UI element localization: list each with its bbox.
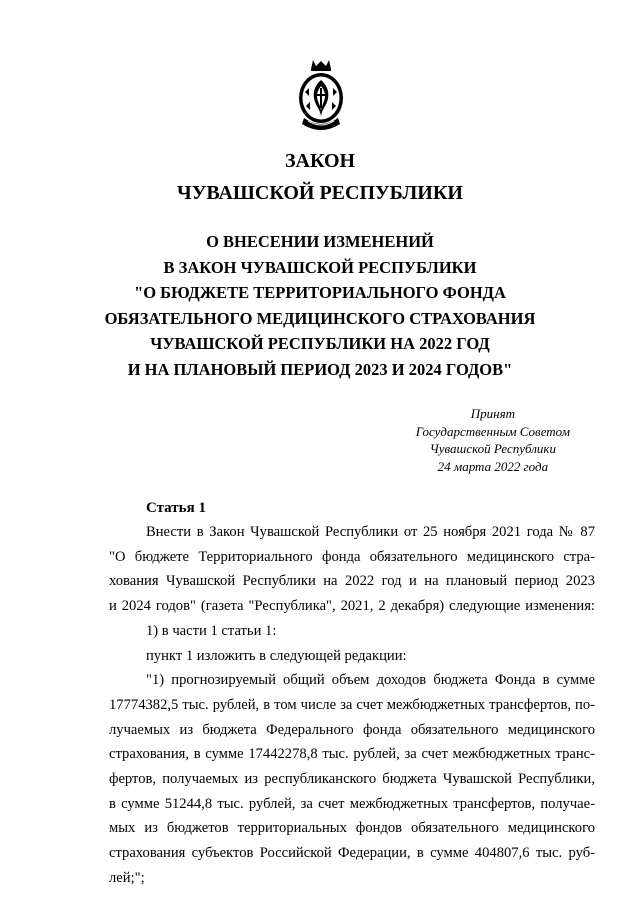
- text-line: страхования субъектов Российской Федерации, в сумме 404807,6 тыс. руб-: [109, 845, 595, 862]
- coat-of-arms-emblem: [296, 58, 346, 134]
- text-line: и 2024 годов" (газета "Республика", 2021, 2 декабря) следующие изменения:: [109, 598, 595, 615]
- text-line: в сумме 51244,8 тыс. рублей, за счет межбюджетных трансфертов, получае-: [109, 795, 595, 812]
- chuvash-coat-of-arms-icon: [296, 58, 346, 134]
- paragraph-intro: [109, 520, 595, 619]
- subject-line: ЧУВАШСКОЙ РЕСПУБЛИКИ НА 2022 ГОД: [150, 334, 490, 354]
- text-line: Внести в Закон Чувашской Республики от 25 ноября 2021 года № 87: [146, 524, 595, 540]
- adoption-note: [416, 405, 570, 475]
- subject-line: В ЗАКОН ЧУВАШСКОЙ РЕСПУБЛИКИ: [163, 257, 477, 277]
- adoption-line: Чувашской Республики: [429, 441, 557, 456]
- text-line: пункт 1 изложить в следующей редакции:: [146, 647, 407, 664]
- text-line: мых из бюджетов территориальных фондов обязательного медицинского: [109, 820, 595, 837]
- subject-line: О ВНЕСЕНИИ ИЗМЕНЕНИЙ: [206, 232, 434, 251]
- paragraph-quote: [109, 668, 595, 890]
- paragraph-item: [109, 644, 595, 669]
- text-line: фертов, получаемых из республиканского бюджета Чувашской Республики,: [109, 771, 595, 788]
- text-line: "О бюджете Территориального фонда обязательного медицинского стра-: [109, 548, 595, 565]
- paragraph-item: [109, 619, 595, 644]
- article-heading: Статья 1: [146, 500, 206, 516]
- adoption-date: 24 марта 2022 года: [437, 458, 549, 474]
- text-line: страхования, в сумме 17442278,8 тыс. рублей, за счет межбюджетных транс-: [109, 746, 595, 763]
- subject-line: ОБЯЗАТЕЛЬНОГО МЕДИЦИНСКОГО СТРАХОВАНИЯ: [104, 308, 536, 328]
- text-line: 17774382,5 тыс. рублей, в том числе за счет межбюджетных трансфертов, по-: [109, 696, 595, 713]
- text-line: лучаемых из бюджета Федерального фонда обязательного медицинского: [109, 721, 595, 738]
- subject-line: "О БЮДЖЕТЕ ТЕРРИТОРИАЛЬНОГО ФОНДА: [134, 283, 506, 303]
- law-subject: [0, 229, 640, 383]
- article-body: [109, 520, 595, 891]
- law-title-line2: ЧУВАШСКОЙ РЕСПУБЛИКИ: [177, 182, 463, 204]
- law-title-line1: ЗАКОН: [284, 150, 356, 172]
- text-line: лей;";: [109, 869, 145, 886]
- text-line: хования Чувашской Республики на 2022 год и на плановый период 2023: [109, 573, 595, 590]
- text-line: 1) в части 1 статьи 1:: [146, 622, 277, 639]
- adoption-line: Принят: [470, 406, 516, 421]
- text-line: "1) прогнозируемый общий объем доходов бюджета Фонда в сумме: [146, 672, 595, 689]
- adoption-line: Государственным Советом: [415, 423, 570, 439]
- subject-line: И НА ПЛАНОВЫЙ ПЕРИОД 2023 И 2024 ГОДОВ": [127, 359, 513, 379]
